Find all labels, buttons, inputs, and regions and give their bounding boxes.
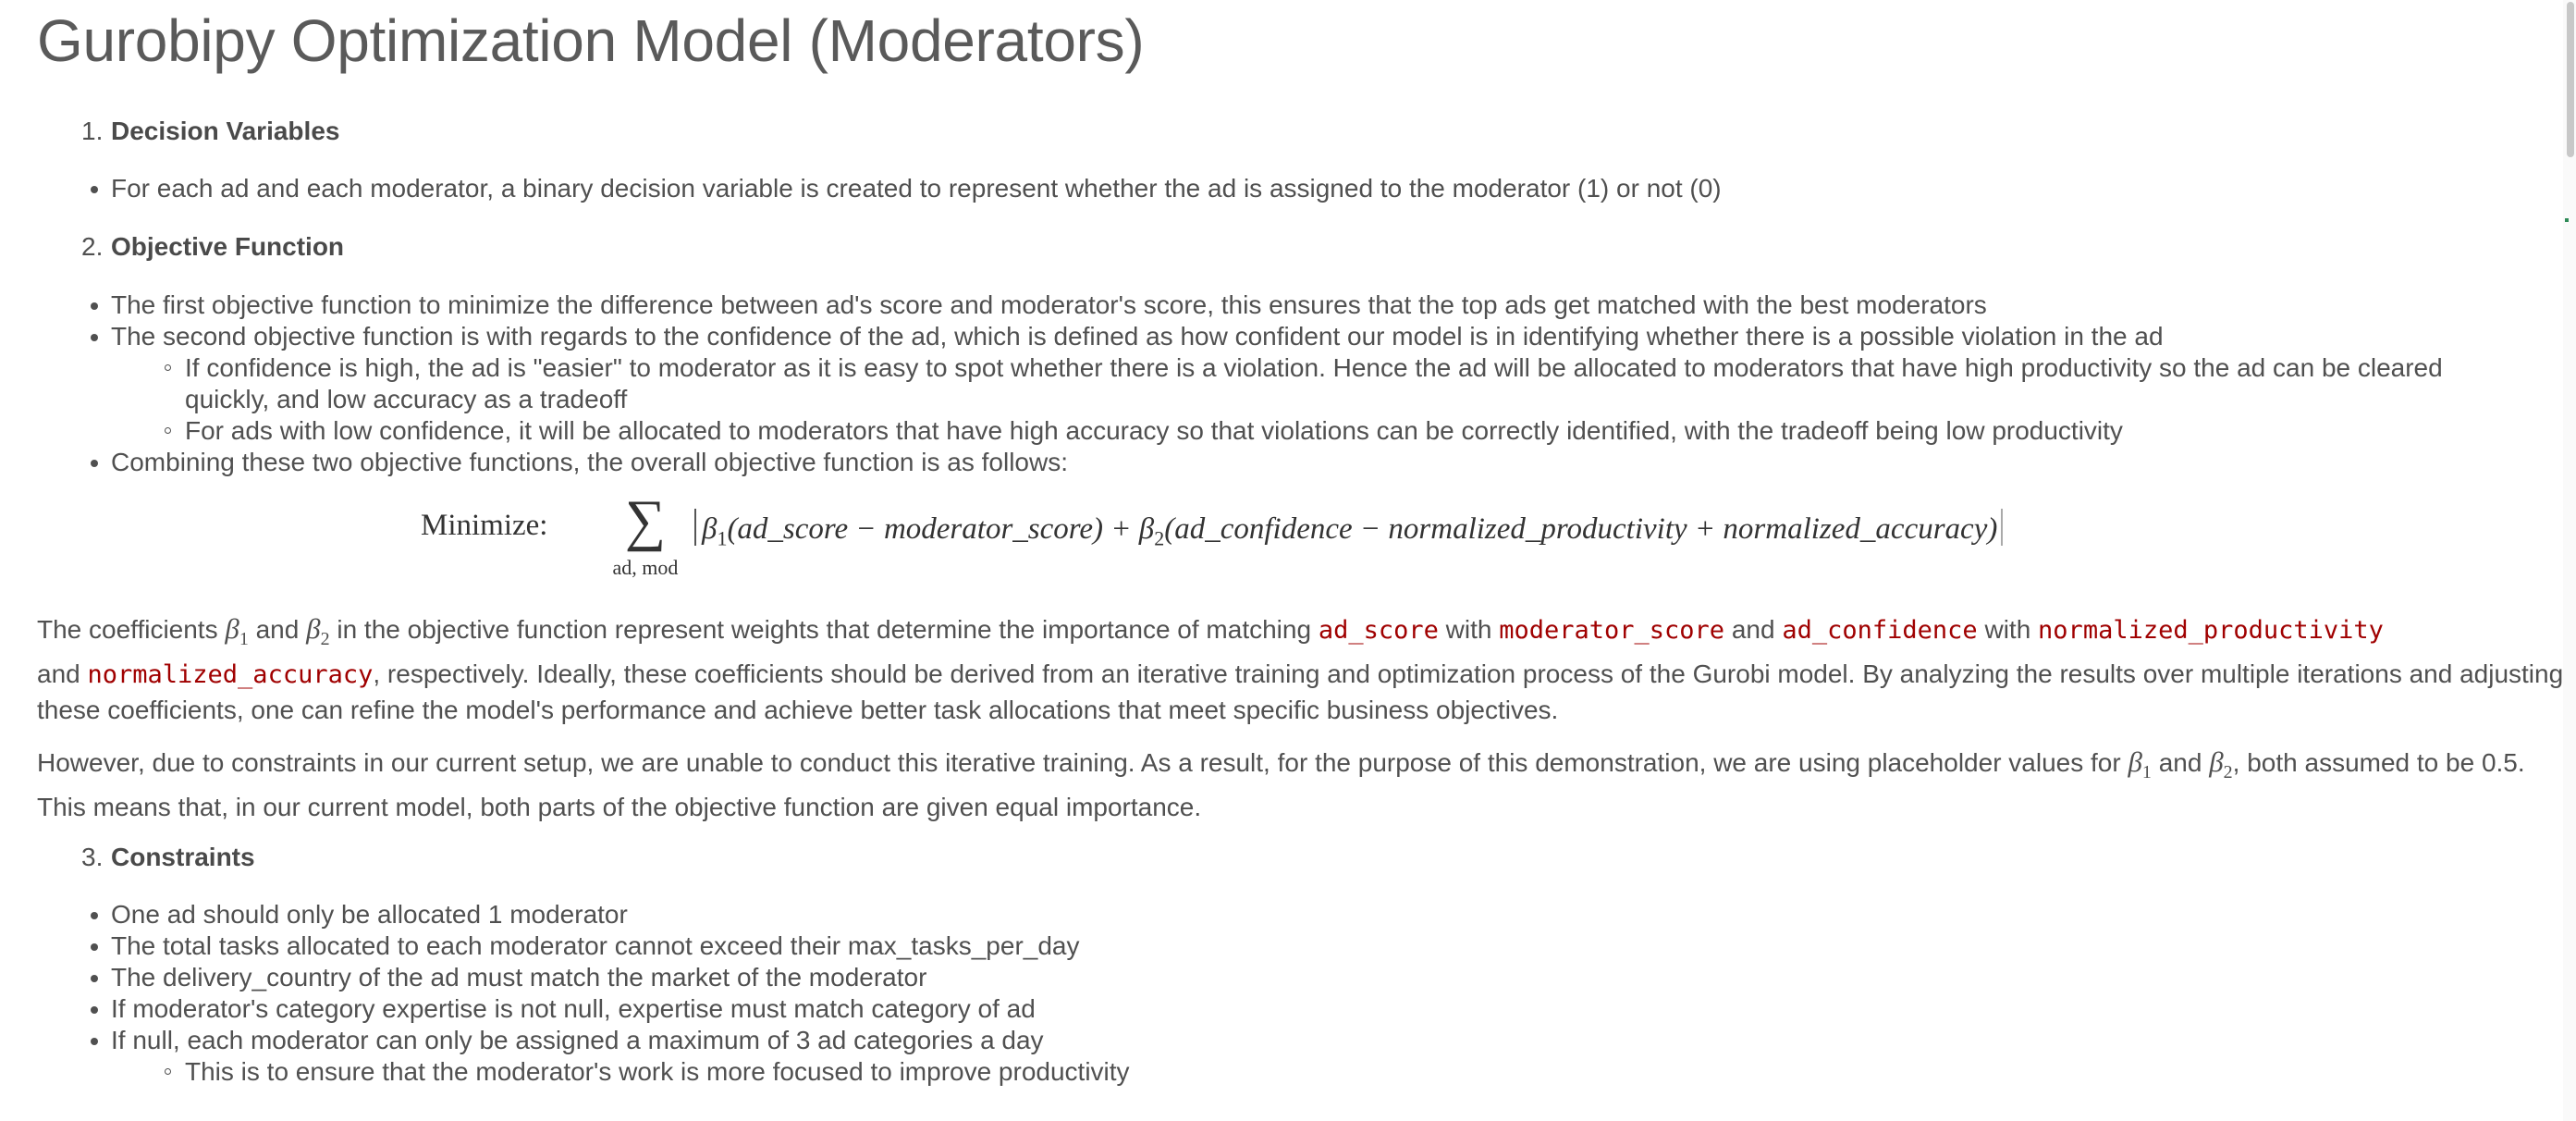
beta-symbol <box>225 612 249 650</box>
paragraph-text <box>37 745 2570 825</box>
section-heading-text: Objective Function <box>111 232 345 261</box>
coefficients-paragraph <box>37 611 2570 728</box>
text-span: in the objective function represent weights that determine the importance of matching <box>329 615 1319 644</box>
beta-2-subscript: 2 <box>1154 526 1165 550</box>
paragraph-text <box>37 611 2570 728</box>
beta-letter: β <box>225 612 239 645</box>
formula-term-2: (ad_confidence − normalized_productivity + normalized_accuracy) <box>1164 512 1998 546</box>
text-span: , both assumed to be 0.5. This means that, in our current model, both parts of the objective function are given equal importance. <box>37 748 2525 822</box>
list-item <box>111 1025 2561 1088</box>
code-normalized-accuracy: normalized_accuracy <box>87 660 374 690</box>
constraints-list <box>37 899 2561 1088</box>
sigma-symbol: ∑ <box>624 489 667 552</box>
sub-list-item: This is to ensure that the moderator's work is more focused to improve productivity <box>185 1056 2561 1088</box>
list-item: For each ad and each moderator, a binary decision variable is created to represent whether the ad is assigned to the moderator (1) or not (0) <box>111 173 2561 204</box>
section-number: 3. <box>81 843 104 871</box>
summation-subscript: ad, mod <box>612 556 679 579</box>
scrollbar-thumb[interactable] <box>2567 2 2574 157</box>
section-objective-function <box>37 231 2561 263</box>
beta-symbol <box>2209 745 2233 783</box>
code-ad-score: ad_score <box>1318 616 1439 645</box>
code-ad-confidence: ad_confidence <box>1782 616 1978 645</box>
sub-list-item: For ads with low confidence, it will be allocated to moderators that have high accuracy so that violations can be correctly identified, with the tradeoff being low productivity <box>185 415 2561 447</box>
beta-1: β <box>702 512 718 546</box>
list-item-text: If null, each moderator can only be assigned a maximum of 3 ad categories a day <box>111 1026 1044 1054</box>
section-heading <box>37 116 2561 147</box>
formula-term-1: (ad_score − moderator_score) + <box>727 512 1139 546</box>
formula-label: Minimize: <box>421 509 548 542</box>
section-heading <box>37 842 2561 873</box>
beta-symbol <box>306 612 330 650</box>
formula-expression <box>694 509 2003 551</box>
notebook-cell <box>37 0 2564 1086</box>
text-span: and <box>1724 615 1783 644</box>
beta-subscript: 1 <box>239 629 249 650</box>
beta-1-subscript: 1 <box>717 526 728 550</box>
text-span: , respectively. Ideally, these coefficients should be derived from an iterative training and optimization process of the Gurobi model. By analyzing the results over multiple iterations and adjusting these coefficients, one can refine the model's performance and achieve better task allocations that meet specific business objectives. <box>37 659 2564 725</box>
code-moderator-score: moderator_score <box>1499 616 1725 645</box>
placeholder-paragraph <box>37 745 2570 825</box>
list-item: The total tasks allocated to each moderator cannot exceed their max_tasks_per_day <box>111 930 2561 962</box>
list-item <box>111 321 2561 447</box>
beta-letter: β <box>2128 745 2142 778</box>
sub-list-item: If confidence is high, the ad is "easier" to moderator as it is easy to spot whether there is a violation. Hence the ad will be allocated to moderators that have high productivity so the ad can be cleared quickly, and low accuracy as a tradeoff <box>185 352 2561 415</box>
section-number: 2. <box>81 232 104 261</box>
decision-variables-list <box>37 173 2561 204</box>
beta-2: β <box>1138 512 1155 546</box>
beta-subscript: 1 <box>2141 762 2152 783</box>
beta-letter: β <box>2209 745 2224 778</box>
beta-letter: β <box>306 612 321 645</box>
cell-status-marker <box>2565 218 2569 222</box>
code-normalized-productivity: normalized_productivity <box>2038 616 2384 645</box>
list-item: The delivery_country of the ad must match the market of the moderator <box>111 962 2561 993</box>
beta-subscript: 2 <box>2223 762 2233 783</box>
section-number: 1. <box>81 117 104 145</box>
page-title: Gurobipy Optimization Model (Moderators) <box>37 7 1145 74</box>
section-heading <box>37 231 2561 263</box>
abs-bar-left <box>694 509 696 546</box>
list-item: One ad should only be allocated 1 moderator <box>111 899 2561 930</box>
text-span: and <box>248 615 307 644</box>
list-item: The first objective function to minimize the difference between ad's score and moderator's score, this ensures that the top ads get matched with the best moderators <box>111 289 2561 321</box>
list-item-text: The second objective function is with regards to the confidence of the ad, which is defined as how confident our model is in identifying whether there is a possible violation in the ad <box>111 322 2164 351</box>
text-span: However, due to constraints in our current setup, we are unable to conduct this iterative training. As a result, for the purpose of this demonstration, we are using placeholder values for <box>37 748 2128 777</box>
beta-symbol <box>2128 745 2152 783</box>
section-constraints <box>37 842 2561 873</box>
text-span: with <box>1438 615 1500 644</box>
objective-function-list <box>37 289 2561 478</box>
section-decision-variables <box>37 116 2561 147</box>
section-heading-text: Decision Variables <box>111 117 340 145</box>
summation <box>604 490 687 579</box>
list-item: Combining these two objective functions, the overall objective function is as follows: <box>111 447 2561 478</box>
text-span: The coefficients <box>37 615 226 644</box>
section-heading-text: Constraints <box>111 843 255 871</box>
text-span: and <box>37 659 88 689</box>
text-span: and <box>2151 748 2210 777</box>
text-span: with <box>1977 615 2039 644</box>
vertical-scrollbar[interactable] <box>2563 0 2576 1121</box>
abs-bar-right <box>2001 509 2003 546</box>
list-item: If moderator's category expertise is not null, expertise must match category of ad <box>111 993 2561 1025</box>
beta-subscript: 2 <box>320 629 330 650</box>
